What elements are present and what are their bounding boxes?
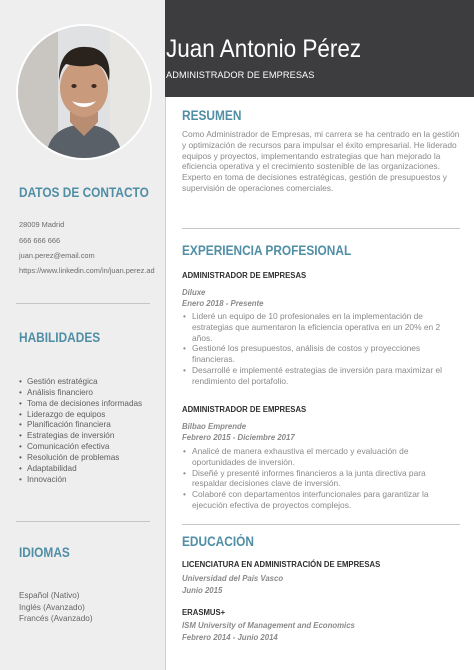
profile-photo-illustration (18, 26, 150, 158)
skill-item: • Resolución de problemas (19, 452, 120, 462)
job-bullets (182, 311, 462, 387)
contact-linkedin[interactable]: https://www.linkedin.com/in/juan.perez.ad (19, 266, 155, 275)
skill-item: • Adaptabilidad (19, 463, 77, 473)
skills-heading: HABILIDADES (19, 330, 101, 345)
skill-item: • Planificación financiera (19, 420, 111, 430)
education-dates: Junio 2015 (182, 586, 223, 595)
sidebar-separator (16, 303, 150, 304)
summary-text: Como Administrador de Empresas, mi carrera se ha centrado en la gestión y optimización de recursos para impulsar el éxito empresarial. He liderado equipos y proyectos, implementando estrategias que han mejorado la eficiencia operativa y el crecimiento sostenible de las organizaciones. Experto en toma de decisiones estratégicas, gestión de presupuestos y supervisión de operaciones comerciales. (182, 129, 460, 193)
person-role: ADMINISTRADOR DE EMPRESAS (166, 70, 315, 80)
contact-location: 28009 Madrid (19, 220, 65, 229)
skill-item: • Toma de decisiones informadas (19, 398, 143, 408)
contact-email[interactable]: juan.perez@email.com (19, 251, 95, 260)
job-bullets (182, 446, 462, 511)
education-school: ISM University of Management and Economics (182, 621, 355, 630)
languages-heading: IDIOMAS (19, 545, 70, 560)
language-item: Español (Nativo) (19, 591, 80, 600)
skill-item: • Comunicación efectiva (19, 442, 110, 452)
skill-item: • Análisis financiero (19, 387, 93, 397)
experience-heading: EXPERIENCIA PROFESIONAL (182, 243, 352, 258)
job-dates: Febrero 2015 - Diciembre 2017 (182, 433, 295, 442)
skill-item: • Gestión estratégica (19, 377, 98, 386)
job-bullet: • Analicé de manera exhaustiva el mercado y evaluación de oportunidades de inversión. (182, 446, 462, 468)
education-degree: LICENCIATURA EN ADMINISTRACIÓN DE EMPRESAS (182, 559, 381, 569)
education-heading: EDUCACIÓN (182, 534, 254, 549)
skill-item: • Estrategias de inversión (19, 431, 115, 441)
skill-item: • Innovación (19, 474, 67, 484)
job-company: Bilbao Emprende (182, 422, 247, 431)
education-dates: Febrero 2014 - Junio 2014 (182, 633, 278, 642)
job-bullet: • Gestioné los presupuestos, análisis de costos y proyecciones financieras. (182, 343, 462, 365)
profile-photo (16, 24, 152, 160)
job-bullet: • Desarrollé e implementé estrategias de inversión para maximizar el rendimiento del portafolio. (182, 365, 462, 387)
person-name: Juan Antonio Pérez (166, 35, 362, 63)
skills-list (19, 377, 142, 485)
job-title: ADMINISTRADOR DE EMPRESAS (182, 270, 307, 280)
summary-heading: RESUMEN (182, 108, 242, 123)
language-item: Inglés (Avanzado) (19, 603, 85, 612)
education-school: Universidad del País Vasco (182, 574, 284, 583)
job-bullet: • Lideré un equipo de 10 profesionales en la implementación de estrategias que aumentaron la eficiencia operativa en un 20% en 2 años. (182, 311, 462, 343)
education-degree: ERASMUS+ (182, 607, 226, 617)
main-separator (182, 524, 460, 525)
sidebar-separator (16, 521, 150, 522)
job-dates: Enero 2018 - Presente (182, 299, 264, 308)
main-separator (182, 228, 460, 229)
contact-phone: 666 666 666 (19, 236, 61, 245)
skill-item: • Liderazgo de equipos (19, 409, 106, 419)
contact-heading: DATOS DE CONTACTO (19, 185, 149, 200)
column-divider (165, 97, 166, 670)
language-item: Francés (Avanzado) (19, 614, 93, 623)
job-bullet: • Diseñé y presenté informes financieros a la junta directiva para respaldar decisiones clave de inversión. (182, 468, 462, 490)
job-company: Diluxe (182, 288, 206, 297)
job-bullet: • Colaboré con departamentos interfuncionales para garantizar la ejecución efectiva de proyectos complejos. (182, 489, 462, 511)
job-title: ADMINISTRADOR DE EMPRESAS (182, 404, 307, 414)
